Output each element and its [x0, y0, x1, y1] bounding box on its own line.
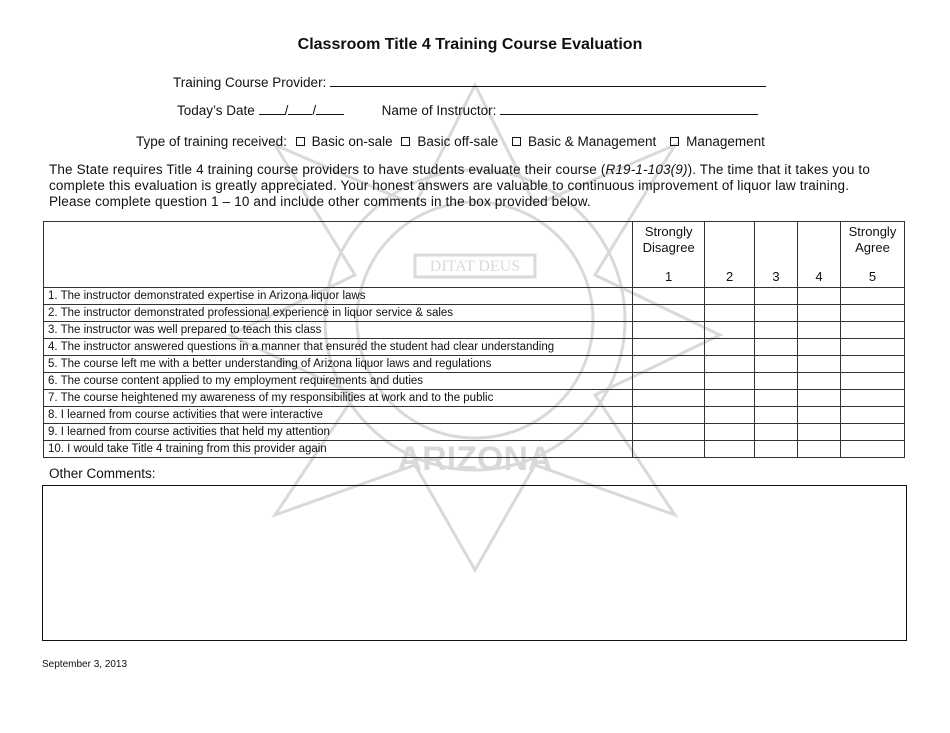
rating-cell[interactable]	[633, 424, 705, 441]
date-sep: /	[312, 103, 317, 118]
table-row	[44, 407, 905, 424]
date-month-field[interactable]	[259, 102, 285, 115]
date-sep: /	[284, 103, 289, 118]
rating-cell[interactable]	[633, 407, 705, 424]
intro-line2: complete this evaluation is greatly appreciated. Your honest answers are valuable to continuous improvement of liquor law training.	[49, 178, 850, 193]
scale-value: 5	[868, 269, 877, 284]
rating-cell[interactable]	[840, 322, 904, 339]
date-instructor-row	[177, 102, 758, 118]
checkbox-basic-off-sale[interactable]	[401, 137, 410, 146]
date-label: Today’s Date	[177, 103, 255, 118]
rating-cell[interactable]	[633, 373, 705, 390]
rating-cell[interactable]	[798, 407, 841, 424]
svg-text:ARIZONA: ARIZONA	[397, 440, 553, 478]
questions-body	[44, 288, 905, 458]
rating-cell[interactable]	[755, 322, 798, 339]
table-row	[44, 356, 905, 373]
rating-cell[interactable]	[633, 356, 705, 373]
instructor-field[interactable]	[500, 102, 758, 115]
rating-cell[interactable]	[798, 339, 841, 356]
rating-cell[interactable]	[705, 424, 755, 441]
question-text: 4. The instructor answered questions in a manner that ensured the student had clear understanding	[44, 339, 633, 356]
rating-cell[interactable]	[755, 339, 798, 356]
rating-cell[interactable]	[798, 390, 841, 407]
question-text: 7. The course heightened my awareness of my responsibilities at work and to the public	[44, 390, 633, 407]
scale-value: 1	[665, 269, 673, 284]
rating-cell[interactable]	[798, 288, 841, 305]
checkbox-management[interactable]	[670, 137, 679, 146]
rating-cell[interactable]	[705, 288, 755, 305]
rating-cell[interactable]	[705, 305, 755, 322]
checkbox-basic-management[interactable]	[512, 137, 521, 146]
provider-row	[173, 74, 766, 90]
question-text: 2. The instructor demonstrated professional experience in liquor service & sales	[44, 305, 633, 322]
intro-line3: Please complete question 1 – 10 and include other comments in the box provided below.	[49, 194, 591, 209]
scale-col-5	[840, 222, 904, 288]
rating-cell[interactable]	[798, 373, 841, 390]
rating-cell[interactable]	[705, 441, 755, 458]
rating-cell[interactable]	[633, 339, 705, 356]
rating-cell[interactable]	[840, 305, 904, 322]
question-text: 1. The instructor demonstrated expertise in Arizona liquor laws	[44, 288, 633, 305]
option-basic-management: Basic & Management	[527, 134, 657, 149]
rating-cell[interactable]	[755, 407, 798, 424]
intro-line1-end: ). The time that it takes you to	[687, 162, 870, 177]
scale-value: 2	[726, 269, 734, 284]
strongly-disagree-label: Strongly Disagree	[642, 224, 695, 255]
rating-cell[interactable]	[798, 424, 841, 441]
rating-cell[interactable]	[633, 322, 705, 339]
option-basic-on-sale: Basic on-sale	[311, 134, 393, 149]
footer-date: September 3, 2013	[42, 659, 128, 670]
question-text: 10. I would take Title 4 training from this provider again	[44, 441, 633, 458]
table-row	[44, 441, 905, 458]
rating-cell[interactable]	[840, 424, 904, 441]
training-type-label: Type of training received:	[136, 134, 287, 149]
rating-cell[interactable]	[840, 390, 904, 407]
question-text: 3. The instructor was well prepared to teach this class	[44, 322, 633, 339]
rating-cell[interactable]	[755, 373, 798, 390]
table-row	[44, 322, 905, 339]
scale-col-4	[798, 222, 841, 288]
strongly-agree-label: Strongly Agree	[848, 224, 897, 255]
table-row	[44, 424, 905, 441]
rating-cell[interactable]	[755, 390, 798, 407]
rating-cell[interactable]	[840, 373, 904, 390]
provider-field[interactable]	[330, 74, 766, 87]
rating-cell[interactable]	[840, 407, 904, 424]
rule-reference: R19-1-103(9)	[605, 162, 688, 177]
rating-cell[interactable]	[798, 356, 841, 373]
rating-cell[interactable]	[755, 441, 798, 458]
rating-cell[interactable]	[705, 407, 755, 424]
rating-cell[interactable]	[755, 305, 798, 322]
rating-cell[interactable]	[840, 339, 904, 356]
scale-value: 3	[772, 269, 780, 284]
table-header-row	[44, 222, 905, 288]
scale-col-2	[705, 222, 755, 288]
scale-col-3	[755, 222, 798, 288]
rating-cell[interactable]	[705, 390, 755, 407]
instructor-label: Name of Instructor:	[381, 103, 497, 118]
table-row	[44, 339, 905, 356]
other-comments-label: Other Comments:	[49, 466, 156, 481]
other-comments-box[interactable]	[42, 485, 907, 641]
rating-cell[interactable]	[705, 322, 755, 339]
date-day-field[interactable]	[288, 102, 312, 115]
provider-label: Training Course Provider:	[173, 75, 327, 90]
intro-paragraph	[49, 162, 909, 210]
svg-text:DITAT DEUS: DITAT DEUS	[429, 258, 521, 275]
rating-cell[interactable]	[798, 305, 841, 322]
rating-cell[interactable]	[840, 288, 904, 305]
rating-cell[interactable]	[755, 424, 798, 441]
table-row	[44, 390, 905, 407]
question-text: 9. I learned from course activities that held my attention	[44, 424, 633, 441]
rating-cell[interactable]	[705, 373, 755, 390]
table-row	[44, 305, 905, 322]
checkbox-basic-on-sale[interactable]	[296, 137, 305, 146]
rating-cell[interactable]	[798, 322, 841, 339]
rating-cell[interactable]	[705, 356, 755, 373]
option-basic-off-sale: Basic off-sale	[417, 134, 499, 149]
form-title: Classroom Title 4 Training Course Evaluation	[297, 36, 643, 53]
table-row	[44, 288, 905, 305]
scale-col-1	[633, 222, 705, 288]
rating-cell[interactable]	[755, 288, 798, 305]
rating-cell[interactable]	[633, 305, 705, 322]
table-row	[44, 373, 905, 390]
scale-value: 4	[815, 269, 823, 284]
question-text: 8. I learned from course activities that were interactive	[44, 407, 633, 424]
rating-cell[interactable]	[840, 356, 904, 373]
rating-cell[interactable]	[755, 356, 798, 373]
rating-cell[interactable]	[798, 441, 841, 458]
rating-cell[interactable]	[633, 390, 705, 407]
rating-cell[interactable]	[633, 288, 705, 305]
question-text: 5. The course left me with a better understanding of Arizona liquor laws and regulations	[44, 356, 633, 373]
option-management: Management	[686, 134, 765, 149]
evaluation-table	[43, 221, 905, 458]
rating-cell[interactable]	[633, 441, 705, 458]
date-year-field[interactable]	[316, 102, 344, 115]
intro-line1-text: The State requires Title 4 training course providers to have students evaluate their course (	[49, 162, 606, 177]
rating-cell[interactable]	[840, 441, 904, 458]
question-text: 6. The course content applied to my employment requirements and duties	[44, 373, 633, 390]
rating-cell[interactable]	[705, 339, 755, 356]
training-type-row	[136, 134, 765, 149]
question-column-header	[44, 222, 633, 288]
